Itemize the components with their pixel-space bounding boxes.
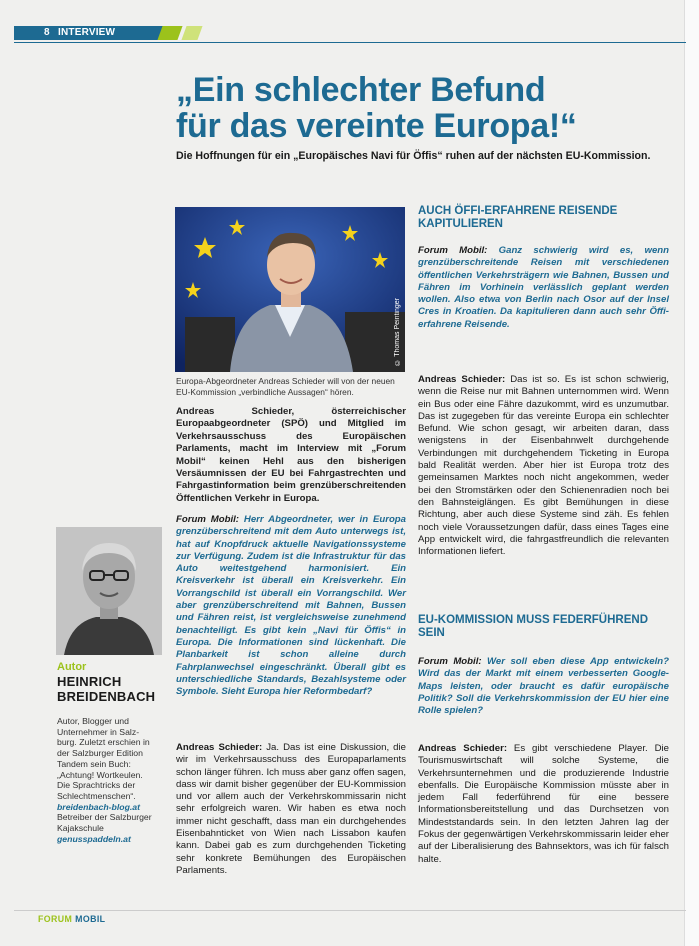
- question-text: Ganz schwierig wird es, wenn grenzüberschreitende Reisen mit verschiedenen öffentlichen Verkehrsträgern wie Bahnen, Bussen und Fähren im Vorhinein verlässlich geplant werden wollen. Also etwa von Berlin nach Osor auf der Insel Cres in Kroatien. Da kapitulieren dann auch sehr Öffi-erfahrene Reisende.: [418, 245, 670, 330]
- author-name: HEINRICH BREIDENBACH: [57, 674, 156, 704]
- author-role: Autor: [57, 661, 87, 673]
- answer-text: Das ist so. Es ist schon schwierig, wenn die Reise nur mit Bahnen unternommen wird. Wenn ein Bus oder eine Fähre dazukommt, wird es unzumutbar. Das ist zugegeben für das vereinte Europa ein schlechter Befund. Wie schon gesagt, wir arbeiten daran, dass wenigstens in der Eisenbahnwelt durchgehende Verbindungen mit durchgehendem Ticketing in Europa bald Realität werden. Aber hier ist Europa trotz des gemeinsamen Marktes noch nicht angekommen, weder bei den Stromstärken oder den Schienenradien noch bei den Bahnsteiglängen. Es gibt Bemühungen in diese Richtung, aber auch diese Systeme sind zäh. Es fehlen noch viele Voraussetzungen dafür, dass eines Tages eine App entwickelt wird, die fahrgastfreundlich die relevanten Informationen liefert.: [418, 374, 669, 558]
- photo-caption: Europa-Abgeordneter Andreas Schieder will von der neuen EU-Kommission „verbindliche Aussagen“ hören.: [176, 376, 395, 397]
- question-text: Herr Abgeordneter, wer in Europa grenzüberschreitend mit dem Auto unterwegs ist, hat auf Knopfdruck aktuelle Navigationssysteme zur Verfügung. Zudem ist die Infrastruktur für das Auto weitestgehend harmonisiert. Ein Kreisverkehr ist überall ein Kreisverkehr. Ein Vorrangschild ist überall ein Vorrangschild. Wer aber grenzüberschreitend mit Bahnen, Bussen und Fähren reist, ist vergleichsweise zunehmend benachteiligt. Es gibt kein „Navi für Öffis“ in Europa. Die Informationen sind lückenhaft. Die Planbarkeit ist schon alleine durch Fahrplanwechsel eingeschränkt. Überall gibt es unterschiedliche Standards, Bezahlsysteme oder Symbole. Sieht Europa hier Reformbedarf?: [176, 514, 406, 698]
- question-3: [418, 656, 669, 717]
- answer-text: Ja. Das ist eine Diskussion, die wir im Verkehrsausschuss des Europaparlaments schon länger führen. Ich muss aber ganz offen sagen, dass wir damit bisher gegenüber der EU-Kommission und vor allem auch der Verkehrskommissarin nicht sehr erfolgreich waren. Wir haben es etwa noch immer nicht geschafft, dass man ein durchgehendes Eisenbahnticket von Wien nach Lissabon kaufen kann. Dabei gab es zum durchgehenden Ticketing sehr konkrete Bemühungen des Europäischen Parlaments.: [176, 742, 406, 876]
- interviewer-label: Forum Mobil:: [176, 514, 239, 525]
- question-1: [176, 514, 406, 698]
- page-number: 8: [44, 27, 50, 38]
- article-intro: Andreas Schieder, österreichischer Europaabgeordneter (SPÖ) und Mitglied im Verkehrsausschuss des Europäischen Parlaments, macht im Interview mit „Forum Mobil“ keinen Hehl aus den bisherigen Versäumnissen der EU bei Fahrgastrechten und Fahrgastinformation beim grenzüberschreitenden Öffentlichen Verkehr in Europa.: [176, 406, 406, 504]
- section-heading: EU-KOMMISSION MUSS FEDERFÜHREND SEIN: [418, 614, 649, 639]
- answer-text: Es gibt verschiedene Player. Die Tourismuswirtschaft will solche Systeme, die Verkehrsunternehmen und die produzierende Industrie ebenfalls. Die Europäische Kommission müsste aber in jedem Fall federführend für eine bessere Informationsbereitstellung und das Durchsetzen von Mindeststandards sein. In den letzten Jahren lag der Fokus der gegenwärtigen Verkehrskommissarin leider eher auf der Liberalisierung des Bahnsektors, was ich für falsch halte.: [418, 743, 669, 865]
- interviewer-label: Forum Mobil:: [418, 656, 482, 667]
- header-divider: [14, 42, 686, 43]
- kayak-school-link[interactable]: genusspaddeln.at: [57, 833, 131, 844]
- blog-link[interactable]: breidenbach-blog.at: [57, 801, 141, 812]
- answer-1: [176, 742, 406, 877]
- question-2: [418, 245, 669, 331]
- answer-3: [418, 743, 669, 866]
- author-bio: Autor, Blogger und Unternehmer in Salz- burg. Zuletzt erschien in der Salzburger Edition Tandem sein Buch: „Achtung! Wortkeulen. Die Sprachtricks der Schlechtmenschen“. breidenbach-blog.at Betreiber der Salzburger Kajakschule genusspaddeln.at: [57, 716, 167, 844]
- article-headline: „Ein schlechter Befund für das vereinte Europa!“: [176, 71, 577, 145]
- interviewee-label: Andreas Schieder:: [418, 743, 508, 754]
- author-photo: [56, 527, 162, 655]
- interviewee-label: Andreas Schieder:: [176, 742, 263, 753]
- footer-brand: FORUM MOBIL: [38, 914, 106, 924]
- photo-credit: © Thomas Peintinger: [394, 298, 401, 366]
- page-edge: [684, 0, 699, 946]
- interviewee-photo: [175, 207, 405, 372]
- interviewee-label: Andreas Schieder:: [418, 374, 506, 385]
- footer-divider: [14, 910, 686, 911]
- section-heading: AUCH ÖFFI-ERFAHRENE REISENDE KAPITULIEREN: [418, 205, 618, 230]
- interviewer-label: Forum Mobil:: [418, 245, 488, 256]
- article-subhead: Die Hoffnungen für ein „Europäisches Navi für Öffis“ ruhen auf der nächsten EU-Kommission.: [176, 150, 651, 162]
- section-header-bar: [14, 26, 214, 40]
- section-label: INTERVIEW: [58, 27, 116, 38]
- question-text: Wer soll eben diese App entwickeln? Wird das der Markt mit einem verbesserten Google-Maps leisten, oder braucht es dafür europäische Politik? Soll die Verkehrskommission der EU hier eine Rolle spielen?: [418, 656, 670, 717]
- answer-2: [418, 374, 669, 558]
